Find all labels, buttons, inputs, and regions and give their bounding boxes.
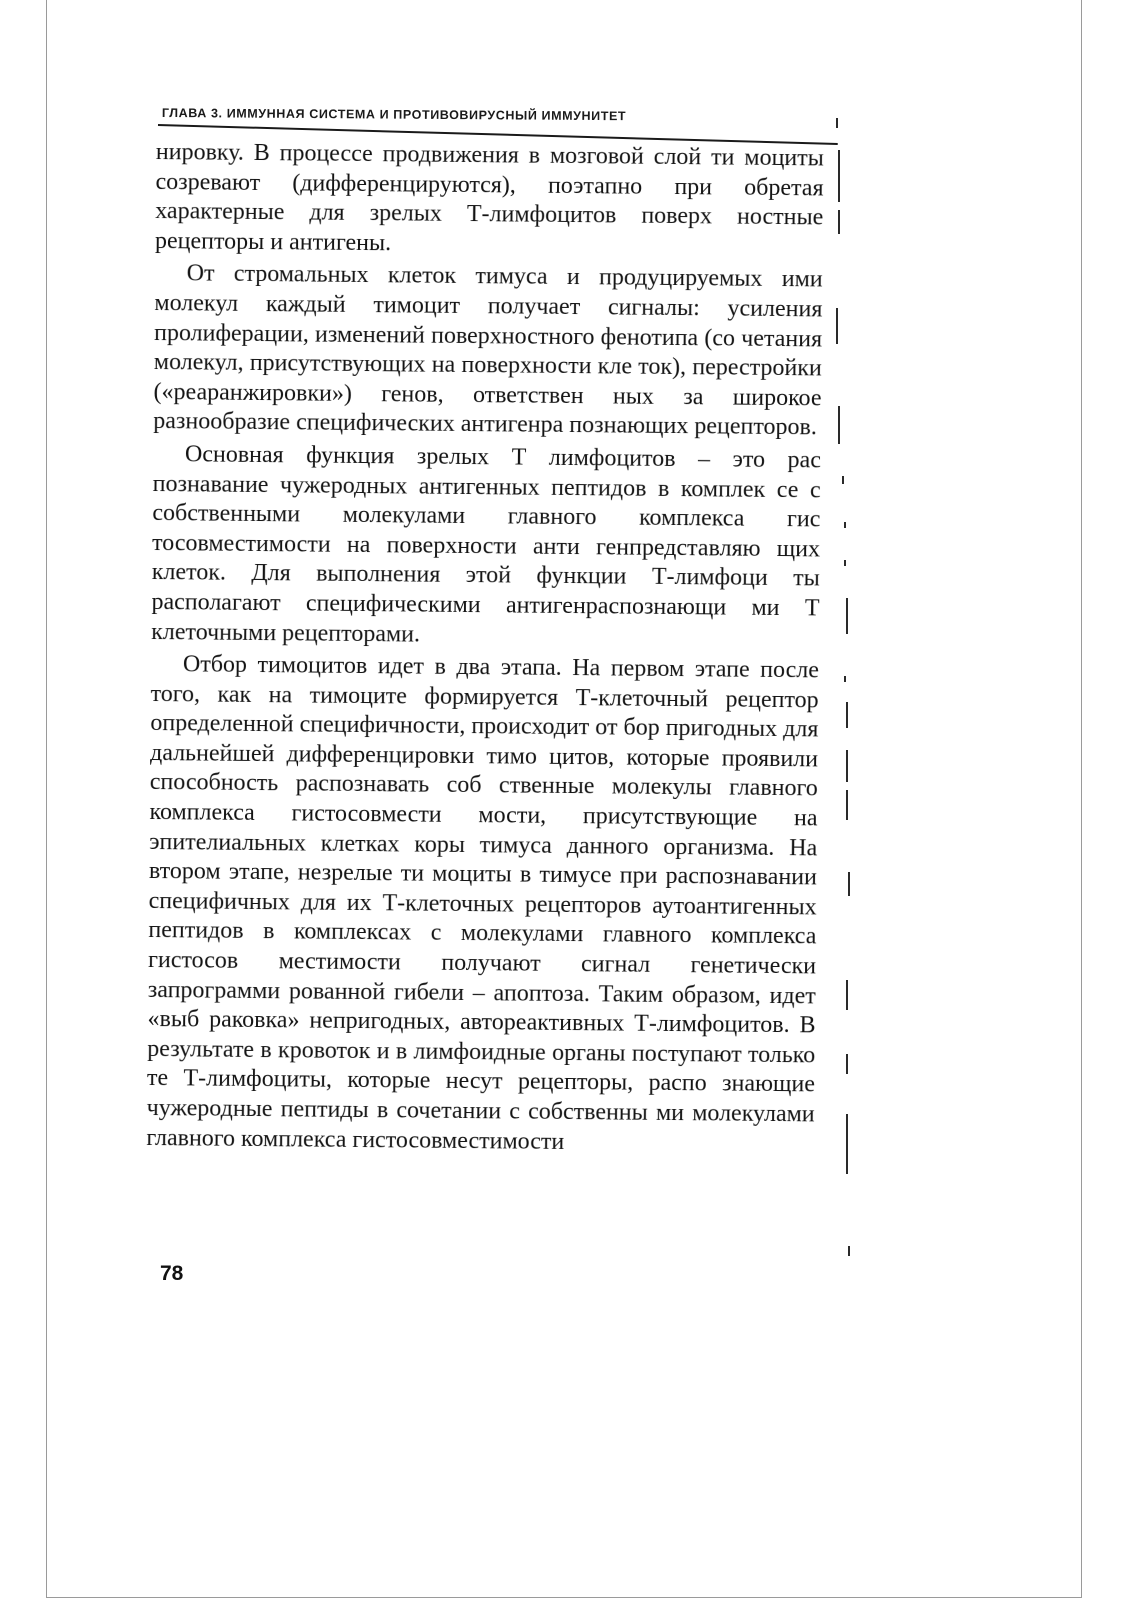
paragraph-3: Основная функция зрелых Т лимфоцитов – это рас познавание чужеродных антигенных пептидов в комплек се с собственными молекулами главного комплекса гис тосовместимости на поверхности анти генпредставляю щих клеток. Для выполнения этой функции Т-лимфоци ты располагают специфическими антигенраспознающи ми Т клеточными рецепторами. bbox=[151, 441, 822, 648]
paragraph-1: нировку. В процессе продвижения в мозговой слой ти моциты созревают (дифференцируются), поэтапно при обретая характерные для зрелых Т-лимфоцитов поверх ностные рецепторы и антигены. bbox=[154, 138, 824, 257]
paragraph-4: Отбор тимоцитов идет в два этапа. На первом этапе после того, как на тимоците формируется Т-клеточный рецептор определенной специфичности, происходит от бор пригодных для дальнейшей дифференцировки тимо цитов, которые проявили способность распознавать соб ственные молекулы главного комплекса гистосовмести мости, присутствующие на эпителиальных клетках коры тимуса данного организма. На втором этапе, незрелые ти моциты в тимусе при распознавании специфичных для их Т-клеточных рецепторов аутоантигенных пептидов в комплексах с молекулами главного комплекса гистосов местимости получают сигнал генетически запрограмми рованной гибели – апоптоза. Таким образом, идет «выб раковка» непригодных, автореактивных Т-лимфоцитов. В результате в кровоток и в лимфоидные органы поступают только те Т-лимфоциты, которые несут рецепторы, распо знающие чужеродные пептиды в сочетании с собственны ми молекулами главного комплекса гистосовместимости bbox=[146, 651, 820, 1155]
gutter-mark bbox=[844, 676, 846, 682]
gutter-mark bbox=[836, 308, 838, 344]
gutter-mark bbox=[846, 750, 848, 782]
gutter-mark bbox=[848, 1246, 850, 1256]
gutter-mark bbox=[846, 1054, 848, 1074]
running-head: ГЛАВА 3. ИММУННАЯ СИСТЕМА И ПРОТИВОВИРУСНЫЙ ИММУНИТЕТ bbox=[161, 106, 627, 124]
paragraph-2: От стромальных клеток тимуса и продуцируемых ими молекул каждый тимоцит получает сигналы: усиления пролиферации, изменений поверхностного фенотипа (со четания молекул, присутствующих на поверхности кле ток), перестройки («реаранжировки») генов, ответствен ных за широкое разнообразие специфических антигенра познающих рецепторов. bbox=[153, 260, 823, 441]
body-text bbox=[146, 138, 824, 1163]
gutter-mark bbox=[846, 598, 848, 634]
gutter-mark bbox=[838, 406, 840, 444]
gutter-mark bbox=[838, 210, 840, 234]
gutter-mark bbox=[844, 560, 846, 566]
page-number: 78 bbox=[160, 1262, 184, 1285]
gutter-mark bbox=[844, 522, 846, 528]
gutter-mark bbox=[836, 118, 838, 128]
gutter-mark bbox=[846, 980, 848, 1010]
gutter-mark bbox=[846, 790, 848, 820]
gutter-mark bbox=[848, 872, 850, 896]
gutter-mark bbox=[842, 476, 844, 484]
gutter-mark bbox=[846, 1114, 848, 1174]
scan-gutter-marks bbox=[832, 110, 862, 1260]
gutter-mark bbox=[838, 150, 840, 202]
gutter-mark bbox=[846, 702, 848, 728]
